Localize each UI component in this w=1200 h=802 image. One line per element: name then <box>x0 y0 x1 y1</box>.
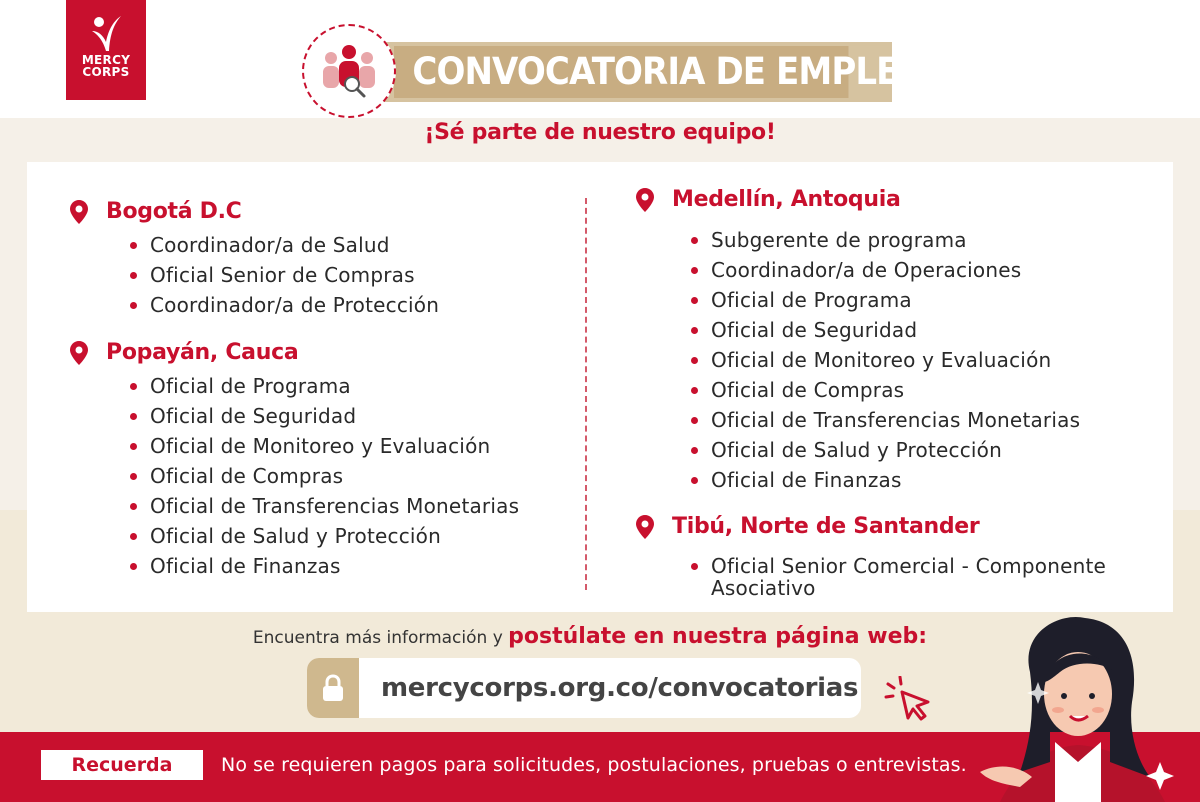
mercy-corps-logo[interactable] <box>66 0 146 100</box>
page-title: CONVOCATORIA DE EMPLEO <box>394 46 848 98</box>
logo-line-2: CORPS <box>82 65 130 79</box>
job-list-tibu <box>687 555 1107 599</box>
cursor-click-icon <box>884 676 934 722</box>
recuerda-label: Recuerda <box>41 750 203 780</box>
job-item[interactable]: Oficial de Transferencias Monetarias <box>126 491 519 521</box>
job-item[interactable]: Oficial de Transferencias Monetarias <box>687 405 1080 435</box>
website-url-box[interactable] <box>307 658 861 718</box>
location-name: Bogotá D.C <box>106 199 242 224</box>
logo-line-1: MERCY <box>81 53 131 67</box>
job-item[interactable]: Oficial de Monitoreo y Evaluación <box>126 431 519 461</box>
job-item[interactable]: Coordinador/a de Protección <box>126 290 439 320</box>
location-heading <box>636 514 979 539</box>
tagline: ¡Sé parte de nuestro equipo! <box>424 120 776 145</box>
job-list-popayan <box>126 371 519 581</box>
cta-emphasis: postúlate en nuestra página web: <box>508 624 928 649</box>
job-item[interactable]: Oficial de Salud y Protección <box>126 521 519 551</box>
location-name: Medellín, Antoquia <box>672 187 901 212</box>
job-item[interactable]: Oficial de Seguridad <box>687 315 1080 345</box>
job-item[interactable]: Coordinador/a de Salud <box>126 230 439 260</box>
lock-icon <box>307 658 359 718</box>
location-pin-icon <box>70 200 88 224</box>
location-name: Popayán, Cauca <box>106 340 299 365</box>
job-item[interactable]: Oficial de Monitoreo y Evaluación <box>687 345 1080 375</box>
location-pin-icon <box>636 188 654 212</box>
footer-notice: No se requieren pagos para solicitudes, postulaciones, pruebas o entrevistas. <box>221 754 967 776</box>
job-list-medellin <box>687 225 1080 495</box>
job-item[interactable]: Oficial de Finanzas <box>126 551 519 581</box>
cta-intro: Encuentra más información y <box>252 628 503 648</box>
location-heading <box>70 199 242 224</box>
location-pin-icon <box>636 515 654 539</box>
job-item[interactable]: Oficial Senior Comercial - Componente Asociativo <box>687 555 1107 599</box>
job-item[interactable]: Oficial de Seguridad <box>126 401 519 431</box>
leaf-logo-icon <box>89 14 123 52</box>
job-item[interactable]: Subgerente de programa <box>687 225 1080 255</box>
job-item[interactable]: Oficial de Programa <box>126 371 519 401</box>
job-item[interactable]: Oficial de Salud y Protección <box>687 435 1080 465</box>
job-item[interactable]: Oficial de Finanzas <box>687 465 1080 495</box>
job-item[interactable]: Oficial de Compras <box>126 461 519 491</box>
column-divider <box>585 198 587 590</box>
website-url[interactable]: mercycorps.org.co/convocatorias <box>381 673 859 703</box>
job-list-bogota <box>126 230 439 320</box>
people-search-icon <box>302 24 396 118</box>
job-item[interactable]: Coordinador/a de Operaciones <box>687 255 1080 285</box>
location-heading <box>636 187 901 212</box>
location-pin-icon <box>70 341 88 365</box>
job-item[interactable]: Oficial Senior de Compras <box>126 260 439 290</box>
woman-illustration <box>960 612 1200 802</box>
job-item[interactable]: Oficial de Compras <box>687 375 1080 405</box>
location-heading <box>70 340 298 365</box>
location-name: Tibú, Norte de Santander <box>672 514 980 539</box>
job-item[interactable]: Oficial de Programa <box>687 285 1080 315</box>
